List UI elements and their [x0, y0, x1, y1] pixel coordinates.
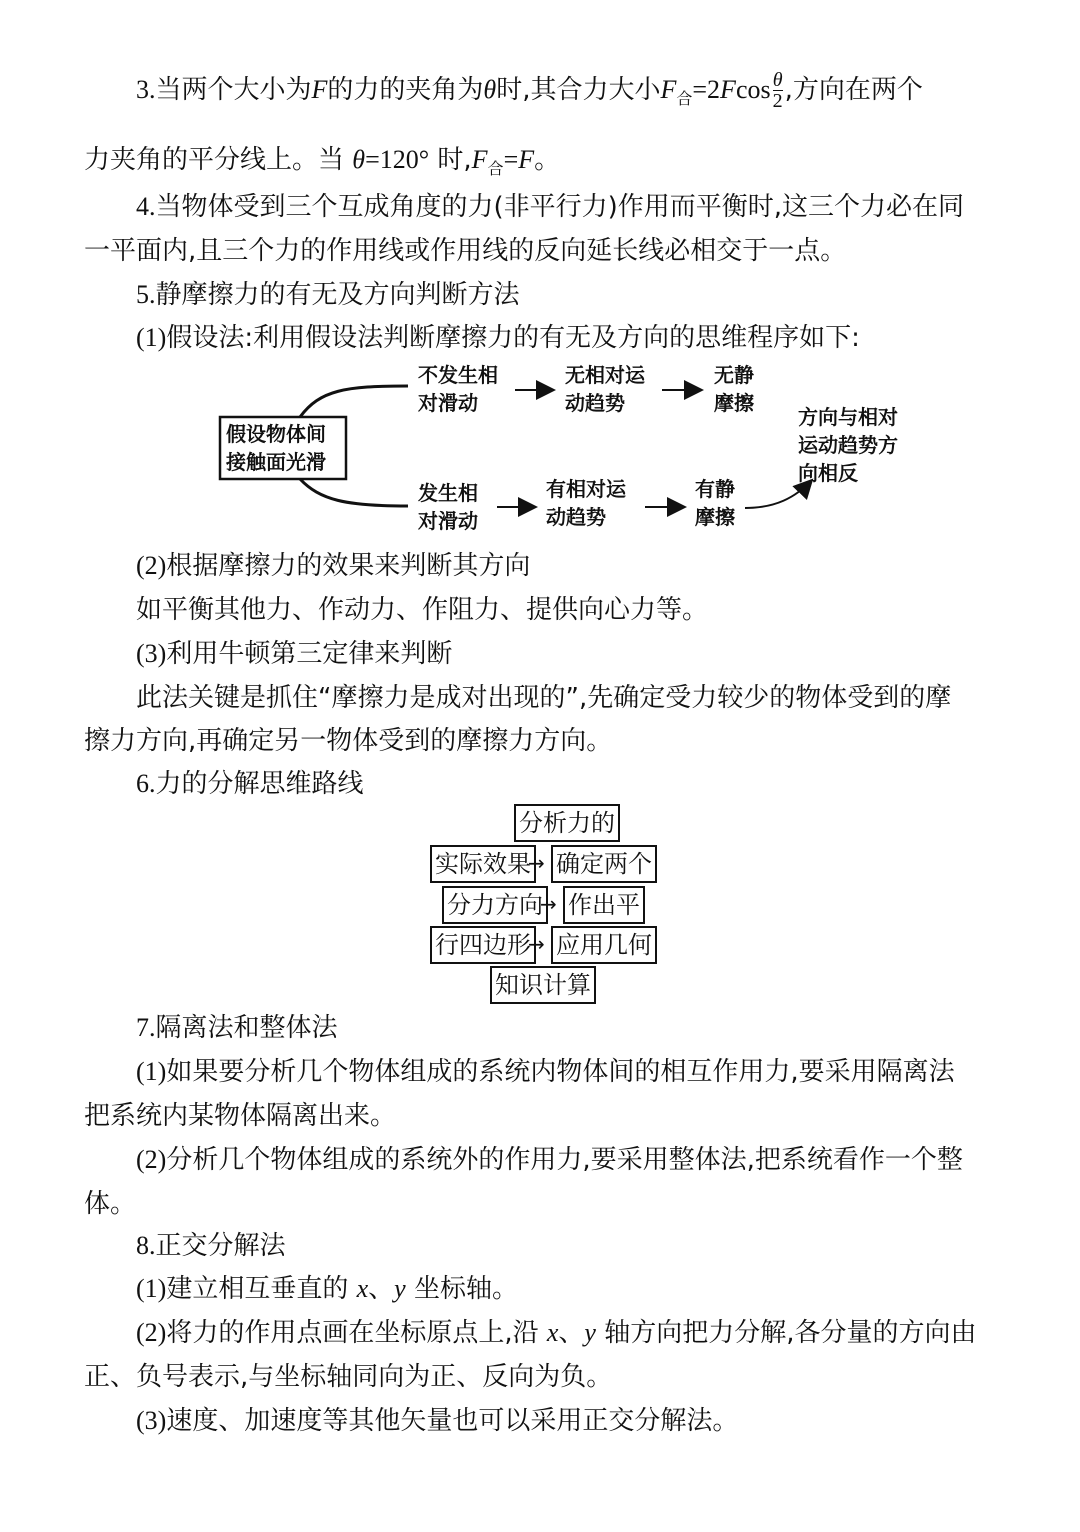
- top-step-2-line-2: 动趋势: [565, 391, 625, 415]
- item-8-sub-2-line-1: [136, 1313, 1000, 1353]
- top-step-2-line-1: 无相对运: [565, 363, 645, 387]
- top-step-3-line-1: 无静: [714, 363, 754, 387]
- text: 轴方向把力分解,各分量的方向由: [604, 1318, 977, 1348]
- text: 坐标轴。: [413, 1274, 518, 1304]
- decomp-box-row4b: 应用几何: [551, 926, 657, 964]
- result-line-2: 运动趋势方: [798, 433, 898, 457]
- decomp-box-row2b: 确定两个: [551, 845, 657, 883]
- text: 如果要分析几个物体组成的系统内物体间的相互作用力,要采用隔离法: [166, 1057, 955, 1087]
- decomp-box-row1: 分析力的: [514, 804, 620, 842]
- text: 假设法:利用假设法判断摩擦力的有无及方向的思维程序如下:: [166, 323, 860, 353]
- text: 时,: [437, 145, 472, 175]
- text: 体。: [84, 1189, 137, 1219]
- sub-number: (2): [136, 551, 167, 580]
- text: 如平衡其他力、作动力、作阻力、提供向心力等。: [136, 595, 709, 625]
- text: 速度、加速度等其他矢量也可以采用正交分解法。: [166, 1406, 739, 1436]
- symbol-F: F: [518, 145, 535, 174]
- decomp-arrow-1: →: [528, 851, 545, 875]
- cos-function: cos: [735, 75, 771, 104]
- bottom-step-1-line-2: 对滑动: [418, 509, 478, 533]
- item-5-sub-3: [136, 634, 1000, 674]
- symbol-F: F: [471, 145, 488, 174]
- symbol-theta: θ: [352, 145, 366, 174]
- start-box-line-2: 接触面光滑: [226, 450, 326, 474]
- item-5-sub-3-line-1: [136, 678, 1000, 718]
- sub-number: (3): [136, 1406, 167, 1435]
- decomp-box-row3a: 分力方向: [442, 886, 548, 924]
- text: 的力的夹角为: [327, 75, 484, 105]
- item-7-title: [136, 1008, 1000, 1048]
- sub-number: (1): [136, 323, 167, 352]
- text: 当物体受到三个互成角度的力(非平行力)作用而平衡时,这三个力必在同: [155, 192, 965, 222]
- item-7-sub-2-line-2: [84, 1184, 1000, 1224]
- heading: 隔离法和整体法: [155, 1013, 338, 1043]
- item-number: 4.: [136, 192, 156, 221]
- separator: 、: [558, 1318, 585, 1348]
- equals-2: =2: [692, 75, 721, 104]
- text: 建立相互垂直的: [166, 1274, 349, 1304]
- symbol-F: F: [720, 75, 736, 104]
- decomp-arrow-3: →: [528, 932, 545, 956]
- item-number: 3.: [136, 75, 156, 104]
- equals: =: [503, 145, 519, 174]
- text: 擦力方向,再确定另一物体受到的摩擦力方向。: [84, 726, 613, 756]
- symbol-y: y: [394, 1274, 406, 1303]
- item-8-sub-3: [136, 1401, 1000, 1441]
- bottom-step-2-line-1: 有相对运: [546, 477, 626, 501]
- sub-number: (1): [136, 1057, 167, 1086]
- text: ,方向在两个: [784, 75, 923, 105]
- symbol-y: y: [584, 1318, 596, 1347]
- decomp-box-row4a: 行四边形: [430, 926, 536, 964]
- top-step-3-line-2: 摩擦: [714, 391, 754, 415]
- item-8-title: [136, 1226, 1000, 1266]
- symbol-x: x: [546, 1318, 559, 1347]
- result-line-1: 方向与相对: [798, 405, 898, 429]
- bottom-step-3-line-2: 摩擦: [695, 505, 735, 529]
- text: 时,其合力大小: [496, 75, 661, 105]
- text: 此法关键是抓住“摩擦力是成对出现的”,先确定受力较少的物体受到的摩: [136, 683, 952, 713]
- text: 当两个大小为: [155, 75, 312, 105]
- sub-number: (2): [136, 1145, 167, 1174]
- subscript-he: 合: [676, 89, 693, 108]
- bottom-step-1-line-1: 发生相: [418, 481, 478, 505]
- text: 一平面内,且三个力的作用线或作用线的反向延长线必相交于一点。: [84, 236, 847, 266]
- symbol-F: F: [311, 75, 328, 104]
- decomp-box-row3b: 作出平: [563, 886, 645, 924]
- item-7-sub-1-line-2: [84, 1096, 1000, 1136]
- start-box-line-1: 假设物体间: [226, 422, 326, 446]
- text: 力夹角的平分线上。当: [84, 145, 345, 175]
- item-number: 8.: [136, 1231, 156, 1260]
- period: 。: [534, 145, 561, 175]
- heading: 力的分解思维路线: [155, 769, 364, 799]
- text: 把系统内某物体隔离出来。: [84, 1101, 397, 1131]
- item-8-sub-1: [136, 1269, 1000, 1309]
- separator: 、: [368, 1274, 395, 1304]
- text: 将力的作用点画在坐标原点上,沿: [166, 1318, 539, 1348]
- text: 正、负号表示,与坐标轴同向为正、反向为负。: [84, 1362, 613, 1392]
- text: 根据摩擦力的效果来判断其方向: [166, 551, 531, 581]
- text: 分析几个物体组成的系统外的作用力,要采用整体法,把系统看作一个整: [166, 1145, 963, 1175]
- heading: 正交分解法: [155, 1231, 286, 1261]
- branch-curve-bottom: [300, 479, 408, 506]
- symbol-x: x: [356, 1274, 369, 1303]
- fraction-numerator: θ: [772, 69, 783, 91]
- item-7-sub-2-line-1: [136, 1140, 1000, 1180]
- branch-curve-top: [300, 386, 408, 417]
- bottom-step-2-line-2: 动趋势: [546, 505, 606, 529]
- item-6-title: [136, 764, 1000, 804]
- heading: 静摩擦力的有无及方向判断方法: [155, 280, 520, 310]
- item-number: 7.: [136, 1013, 156, 1042]
- result-line-3: 向相反: [798, 461, 858, 485]
- top-step-1-line-2: 对滑动: [418, 391, 478, 415]
- angle-value: =120°: [365, 145, 430, 174]
- bottom-step-3-line-1: 有静: [695, 477, 735, 501]
- symbol-F: F: [660, 75, 677, 104]
- sub-number: (1): [136, 1274, 167, 1303]
- item-5-sub-2: [136, 546, 1000, 586]
- decomp-box-row5: 知识计算: [490, 966, 596, 1004]
- sub-number: (2): [136, 1318, 167, 1347]
- item-number: 6.: [136, 769, 156, 798]
- top-step-1-line-1: 不发生相: [418, 363, 498, 387]
- item-5-sub-3-line-2: [84, 721, 1000, 761]
- fraction-denominator: 2: [772, 90, 783, 112]
- decomp-arrow-2: →: [540, 892, 557, 916]
- item-7-sub-1-line-1: [136, 1052, 1000, 1092]
- item-number: 5.: [136, 280, 156, 309]
- subscript-he: 合: [487, 159, 504, 178]
- sub-number: (3): [136, 639, 167, 668]
- decomp-box-row2a: 实际效果: [430, 845, 536, 883]
- item-5-sub-2-detail: [136, 590, 1000, 630]
- text: 利用牛顿第三定律来判断: [166, 639, 453, 669]
- item-8-sub-2-line-2: [84, 1357, 1000, 1397]
- symbol-theta: θ: [483, 75, 497, 104]
